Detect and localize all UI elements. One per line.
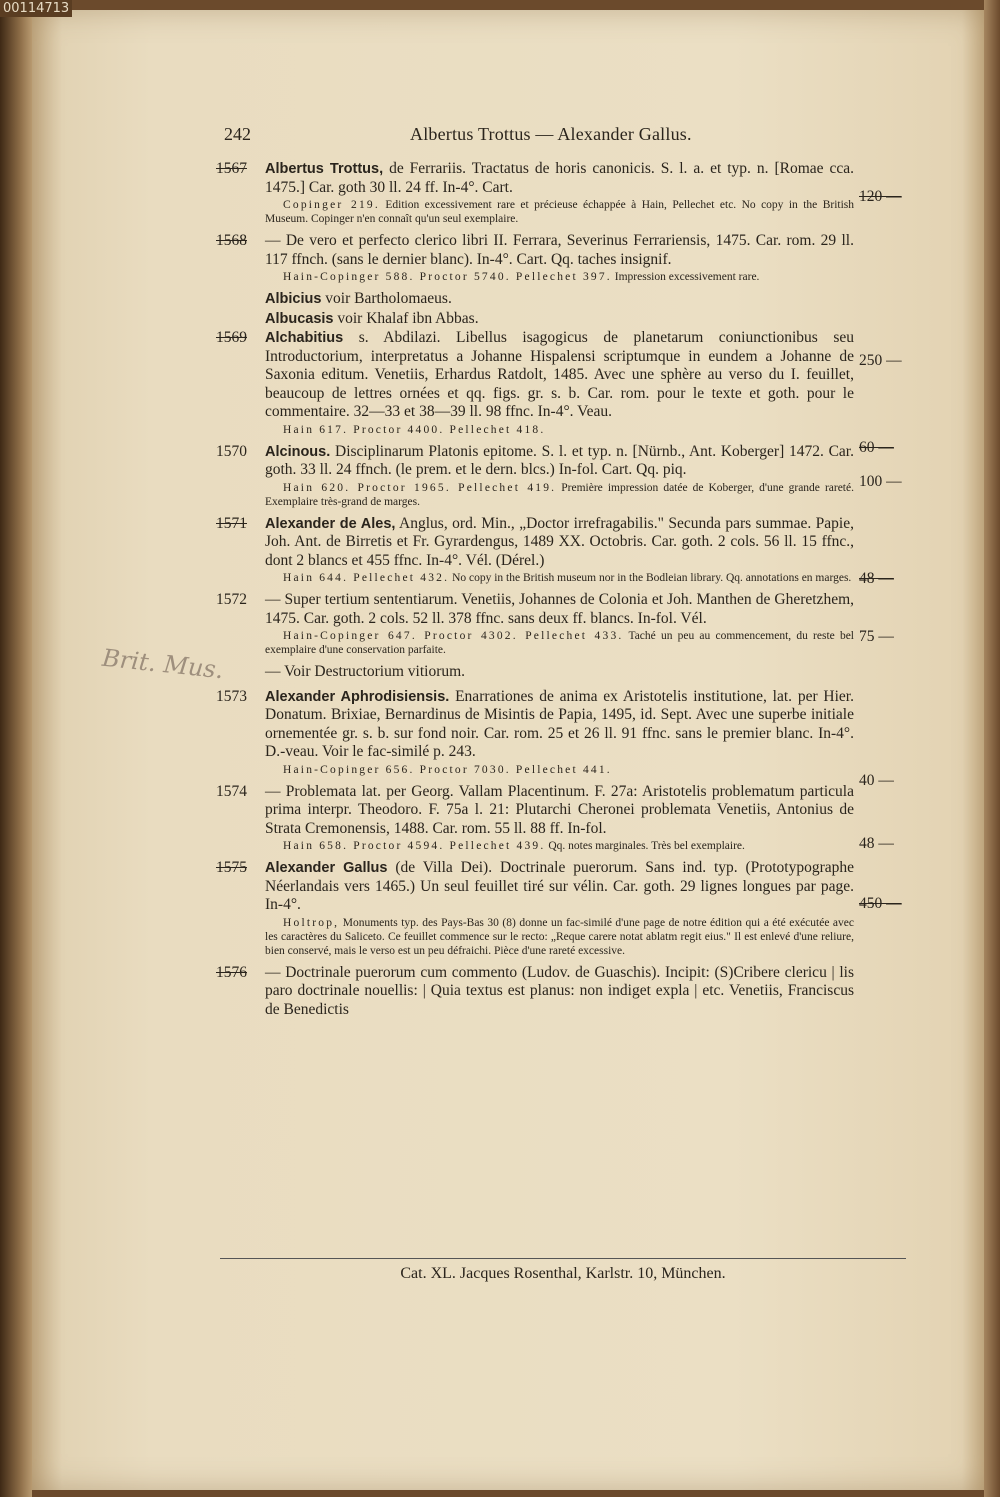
note-text: No copy in the British museum nor in the Bodleian library. Qq. annotations en marges. <box>449 572 852 584</box>
entry-description: Disciplinarum Platonis epitome. S. l. et typ. n. [Nürnb., Ant. Koberger] 1472. Car. goth. 33 ll. 24 ffnch. (le prem. et le dern. blcs.) In-fol. Cart. Qq. piq. <box>265 442 854 478</box>
bibliographic-note <box>265 839 854 853</box>
bibliographic-note <box>265 916 854 958</box>
entry-text <box>265 783 854 839</box>
note-text: Taché un peu au commencement, du reste bel exemplaire d'une conservation parfaite. <box>265 630 854 656</box>
note-reference: Holtrop, <box>283 916 340 929</box>
bibliographic-note <box>265 270 854 284</box>
entry-description: Enarrationes de anima ex Aristotelis institutione, lat. per Hier. Donatum. Brixiae, Bernardinus de Misintis de Papia, 1495, id. Sept. Avec une superbe initiale ornementée gr. s. b. sur fond noir. Car. rom. 25 et 26 ll. 91 ffnc. sans le premier blanc. In-4°. D.-veau. Voir le fac-similé p. 243. <box>265 687 854 760</box>
note-reference: Hain-Copinger 656. Proctor 7030. Pellechet 441. <box>283 763 612 776</box>
entry-description: (de Villa Dei). Doctrinale puerorum. Sans ind. typ. (Prototypographe Néerlandais vers 1465.) Un seul feuillet tiré sur vélin. Car. goth. 29 lignes longues par page. In-4°. <box>265 859 854 913</box>
entry-text <box>265 688 854 762</box>
entry-text <box>265 443 854 480</box>
entry-number: 1575 <box>216 859 247 876</box>
catalog-entry <box>214 859 902 958</box>
xref-heading: Albicius <box>265 291 322 307</box>
entry-number: 1571 <box>216 514 247 532</box>
note-reference: Hain 644. Pellechet 432. <box>283 572 450 584</box>
entry-price: 40 — <box>859 771 894 789</box>
note-reference: Hain 658. Proctor 4594. Pellechet 439. <box>283 840 546 852</box>
entry-description: s. Abdilazi. Libellus isagogicus de planetarum coniunctionibus seu Introductorium, interpretatus a Johanne Hispalensi scriptumque in eundem a Johanne de Saxonia editum. Venetiis, Erhardus Ratdolt, 1485. Avec une sphère au verso du I. feuillet, beaucoup de lettres ornées et qq. figs. gr. s. b. Car. rom. pour le texte et goth. pour le commentaire. 32—33 et 38—39 ll. 98 ffnc. In-4°. Veau. <box>265 329 854 420</box>
entry-text <box>265 859 854 915</box>
note-text: Monuments typ. des Pays-Bas 30 (8) donne un fac-similé d'une page de notre édition qui a été exécutée avec les caractères du Saliceto. Ce feuillet commence sur le recto: „Reque carere notat ablatm regit eius." Il est enlevé d'une reliure, bien conservé, mais le verso est un peu défraichi. Pièce d'une rareté excessive. <box>265 916 854 957</box>
bibliographic-note <box>265 629 854 657</box>
cross-reference <box>214 310 854 329</box>
cross-reference: — Voir Destructorium vitiorum. <box>265 663 466 680</box>
entry-text <box>265 591 854 628</box>
note-text: Qq. notes marginales. Très bel exemplaire. <box>545 840 745 852</box>
note-reference: Hain-Copinger 588. Proctor 5740. Pellechet 397. <box>283 271 612 283</box>
entry-description: — Problemata lat. per Georg. Vallam Placentinum. F. 27a: Aristotelis problematum particula prima interpr. Theodoro. F. 75a l. 21: Plutarchi Cheronei problemata Venetiis, Antonius de Strata Cremonensis, 1488. Car. rom. 55 ll. 88 ff. In-fol. <box>265 782 854 837</box>
cross-reference <box>214 290 854 309</box>
entry-number: 1570 <box>216 442 247 460</box>
note-reference: Hain 617. Proctor 4400. Pellechet 418. <box>283 423 546 436</box>
entry-heading: Alcinous. <box>265 443 331 460</box>
catalog-entry <box>214 514 894 587</box>
entry-heading: Alexander Gallus <box>265 860 388 876</box>
entry-price: 100 — <box>859 472 902 490</box>
entry-heading: Alexander Aphrodisiensis. <box>265 688 450 705</box>
catalog-entries <box>214 160 902 1025</box>
catalog-entry <box>214 160 902 226</box>
entry-number: 1567 <box>216 160 247 177</box>
entry-text <box>265 515 854 571</box>
entry-heading: Alexander de Ales, <box>265 515 396 532</box>
entry-heading: Alchabitius <box>265 330 344 346</box>
entry-description: — De vero et perfecto clerico libri II. Ferrara, Severinus Ferrariensis, 1475. Car. rom. 29 ll. 117 ffnch. (sans le dernier blanc). In-4°. Cart. Qq. taches insignif. <box>265 232 854 268</box>
catalog-entry <box>214 964 854 1020</box>
bibliographic-note <box>265 571 854 585</box>
entry-price: 75 — <box>859 628 894 645</box>
catalog-entry <box>214 687 894 789</box>
entry-number: 1568 <box>216 232 247 249</box>
catalog-entry <box>214 782 894 854</box>
entry-text <box>265 964 854 1020</box>
entry-text <box>265 329 854 422</box>
page-footer: Cat. XL. Jacques Rosenthal, Karlstr. 10, München. <box>400 1265 726 1282</box>
entry-number: 1573 <box>216 687 247 705</box>
footer-rule <box>220 1258 906 1259</box>
entry-heading: Albertus Trottus, <box>265 161 384 177</box>
entry-description: Anglus, ord. Min., „Doctor irrefragabilis." Secunda pars summae. Papie, Joh. Ant. de Birretis et Fr. Gyrardengus, 1489 XX. Octobris. Car. goth. 2 cols. 56 ll. 15 ffnc., dont 2 blancs et 455 ffnc. In-4°. Vél. (Dérel.) <box>265 514 854 569</box>
entry-number: 1574 <box>216 782 247 800</box>
catalog-entry <box>214 591 894 657</box>
entry-price: 250 — <box>859 352 902 369</box>
entry-price: 60 — <box>859 439 894 456</box>
note-text: Edition excessivement rare et précieuse échappée à Hain, Pellechet etc. No copy in the British Museum. Copinger n'en connaît qu'un seul exemplaire. <box>265 199 854 225</box>
note-reference: Hain-Copinger 647. Proctor 4302. Pellechet 433. <box>283 630 624 642</box>
entry-number: 1569 <box>216 329 247 346</box>
entry-description: — Doctrinale puerorum cum commento (Ludov. de Guaschis). Incipit: (S)Cribere clericu | lis paro doctrinale nouellis: | Quia textus est planus: non indiget expla | etc. Venetiis, Franciscus de Benedictis <box>265 963 854 1018</box>
note-text: Impression excessivement rare. <box>611 271 760 283</box>
entry-number: 1572 <box>216 591 247 608</box>
corner-label: 00114713 <box>0 0 72 17</box>
entry-price: 120 — <box>859 188 902 205</box>
book-binding <box>0 0 32 1497</box>
note-reference: Hain 620. Proctor 1965. Pellechet 419. <box>283 481 557 494</box>
entry-text <box>265 160 854 197</box>
bibliographic-note <box>265 763 854 777</box>
entry-price: 48 — <box>859 834 894 852</box>
entry-description: de Ferrariis. Tractatus de horis canonicis. S. l. a. et typ. n. [Romae cca. 1475.] Car. goth 30 ll. 24 ff. In-4°. Cart. <box>265 160 854 196</box>
entry-description: — Super tertium sententiarum. Venetiis, Johannes de Colonia et Joh. Manthen de Gheretzhem, 1475. Car. goth. 2 cols. 52 ll. 378 ffnc. sans deux ff. blancs. In-fol. Vél. <box>265 591 854 627</box>
bibliographic-note <box>265 423 854 437</box>
bibliographic-note <box>265 481 854 509</box>
entry-price: 450 — <box>859 895 902 912</box>
xref-text: voir Khalaf ibn Abbas. <box>333 309 479 327</box>
handwritten-margin-note: Brit. Mus. <box>100 643 225 685</box>
page-edge <box>984 0 1000 1497</box>
entry-text <box>265 232 854 269</box>
entry-price: 48 — <box>859 569 894 587</box>
entry-number: 1576 <box>216 963 247 981</box>
xref-text: voir Bartholomaeus. <box>321 290 452 307</box>
page-number: 242 <box>224 124 251 144</box>
note-reference: Copinger 219. <box>283 199 380 211</box>
bibliographic-note <box>265 198 854 226</box>
running-title: Albertus Trottus — Alexander Gallus. <box>410 124 692 144</box>
note-text: Première impression datée de Koberger, d'une grande rareté. Exemplaire très-grand de marges. <box>265 481 854 508</box>
xref-heading: Albucasis <box>265 310 334 327</box>
